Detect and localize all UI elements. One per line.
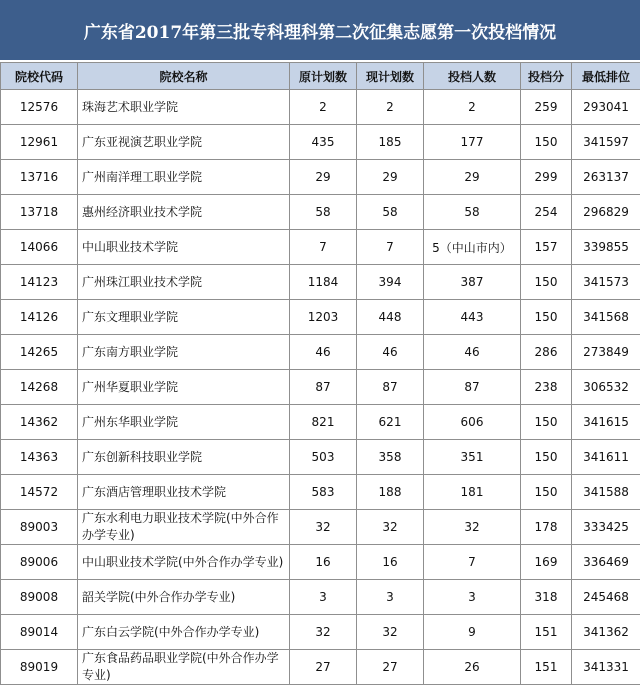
score-cell: 259 [521, 90, 572, 125]
admitted-cell: 7 [424, 545, 521, 580]
admitted-cell: 387 [424, 265, 521, 300]
title-bar [0, 0, 640, 60]
code-cell: 14123 [1, 265, 78, 300]
min-rank-cell: 263137 [572, 160, 640, 195]
original-plan-cell: 3 [290, 580, 357, 615]
name-cell: 韶关学院(中外合作办学专业) [78, 580, 290, 615]
col-header-code: 院校代码 [1, 63, 78, 90]
current-plan-cell: 46 [357, 335, 424, 370]
code-cell: 89019 [1, 650, 78, 685]
score-cell: 169 [521, 545, 572, 580]
score-cell: 150 [521, 300, 572, 335]
table-row [1, 90, 640, 125]
admitted-cell: 32 [424, 510, 521, 545]
admitted-cell: 5（中山市内） [424, 230, 521, 265]
current-plan-cell: 185 [357, 125, 424, 160]
min-rank-cell: 341362 [572, 615, 640, 650]
code-cell: 89008 [1, 580, 78, 615]
min-rank-cell: 306532 [572, 370, 640, 405]
code-cell: 12961 [1, 125, 78, 160]
score-cell: 151 [521, 615, 572, 650]
original-plan-cell: 583 [290, 475, 357, 510]
min-rank-cell: 273849 [572, 335, 640, 370]
admitted-cell: 29 [424, 160, 521, 195]
original-plan-cell: 87 [290, 370, 357, 405]
col-header-original-plan: 原计划数 [290, 63, 357, 90]
name-cell: 广州南洋理工职业学院 [78, 160, 290, 195]
original-plan-cell: 32 [290, 510, 357, 545]
name-cell: 珠海艺术职业学院 [78, 90, 290, 125]
table-row [1, 265, 640, 300]
table-row [1, 195, 640, 230]
current-plan-cell: 29 [357, 160, 424, 195]
table-row [1, 230, 640, 265]
col-header-min-rank: 最低排位 [572, 63, 640, 90]
name-cell: 中山职业技术学院 [78, 230, 290, 265]
original-plan-cell: 32 [290, 615, 357, 650]
original-plan-cell: 1203 [290, 300, 357, 335]
current-plan-cell: 32 [357, 510, 424, 545]
score-cell: 150 [521, 265, 572, 300]
min-rank-cell: 245468 [572, 580, 640, 615]
score-cell: 151 [521, 650, 572, 685]
code-cell: 14268 [1, 370, 78, 405]
score-cell: 299 [521, 160, 572, 195]
min-rank-cell: 336469 [572, 545, 640, 580]
min-rank-cell: 341331 [572, 650, 640, 685]
current-plan-cell: 358 [357, 440, 424, 475]
code-cell: 14362 [1, 405, 78, 440]
current-plan-cell: 7 [357, 230, 424, 265]
code-cell: 14572 [1, 475, 78, 510]
table-row [1, 335, 640, 370]
code-cell: 14066 [1, 230, 78, 265]
admitted-cell: 87 [424, 370, 521, 405]
score-cell: 254 [521, 195, 572, 230]
original-plan-cell: 821 [290, 405, 357, 440]
score-cell: 286 [521, 335, 572, 370]
score-cell: 157 [521, 230, 572, 265]
table-row [1, 510, 640, 545]
table-row [1, 475, 640, 510]
score-cell: 178 [521, 510, 572, 545]
admitted-cell: 26 [424, 650, 521, 685]
original-plan-cell: 7 [290, 230, 357, 265]
score-cell: 150 [521, 125, 572, 160]
score-cell: 150 [521, 405, 572, 440]
table-row [1, 615, 640, 650]
current-plan-cell: 87 [357, 370, 424, 405]
current-plan-cell: 32 [357, 615, 424, 650]
admission-table [0, 62, 640, 685]
min-rank-cell: 341568 [572, 300, 640, 335]
score-cell: 318 [521, 580, 572, 615]
code-cell: 13718 [1, 195, 78, 230]
name-cell: 广东亚视演艺职业学院 [78, 125, 290, 160]
original-plan-cell: 46 [290, 335, 357, 370]
current-plan-cell: 621 [357, 405, 424, 440]
table-row [1, 370, 640, 405]
name-cell: 广东水利电力职业技术学院(中外合作办学专业) [78, 510, 290, 545]
min-rank-cell: 341611 [572, 440, 640, 475]
score-cell: 150 [521, 440, 572, 475]
table-row [1, 405, 640, 440]
table-row [1, 125, 640, 160]
current-plan-cell: 188 [357, 475, 424, 510]
current-plan-cell: 16 [357, 545, 424, 580]
name-cell: 广东酒店管理职业技术学院 [78, 475, 290, 510]
name-cell: 广州珠江职业技术学院 [78, 265, 290, 300]
name-cell: 广东南方职业学院 [78, 335, 290, 370]
col-header-score: 投档分 [521, 63, 572, 90]
original-plan-cell: 27 [290, 650, 357, 685]
col-header-admitted: 投档人数 [424, 63, 521, 90]
table-row [1, 300, 640, 335]
name-cell: 广州华夏职业学院 [78, 370, 290, 405]
min-rank-cell: 341588 [572, 475, 640, 510]
code-cell: 12576 [1, 90, 78, 125]
table-row [1, 650, 640, 685]
original-plan-cell: 16 [290, 545, 357, 580]
current-plan-cell: 448 [357, 300, 424, 335]
name-cell: 广东白云学院(中外合作办学专业) [78, 615, 290, 650]
table-row [1, 580, 640, 615]
current-plan-cell: 58 [357, 195, 424, 230]
col-header-name: 院校名称 [78, 63, 290, 90]
original-plan-cell: 435 [290, 125, 357, 160]
original-plan-cell: 58 [290, 195, 357, 230]
min-rank-cell: 296829 [572, 195, 640, 230]
admitted-cell: 9 [424, 615, 521, 650]
min-rank-cell: 333425 [572, 510, 640, 545]
code-cell: 13716 [1, 160, 78, 195]
current-plan-cell: 394 [357, 265, 424, 300]
current-plan-cell: 27 [357, 650, 424, 685]
current-plan-cell: 3 [357, 580, 424, 615]
admitted-cell: 177 [424, 125, 521, 160]
name-cell: 广东食品药品职业学院(中外合作办学专业) [78, 650, 290, 685]
name-cell: 广东文理职业学院 [78, 300, 290, 335]
admitted-cell: 2 [424, 90, 521, 125]
table-row [1, 160, 640, 195]
table-row [1, 440, 640, 475]
col-header-current-plan: 现计划数 [357, 63, 424, 90]
min-rank-cell: 341573 [572, 265, 640, 300]
score-cell: 150 [521, 475, 572, 510]
min-rank-cell: 341615 [572, 405, 640, 440]
admitted-cell: 46 [424, 335, 521, 370]
code-cell: 14126 [1, 300, 78, 335]
header-row [1, 63, 640, 90]
min-rank-cell: 339855 [572, 230, 640, 265]
admitted-cell: 351 [424, 440, 521, 475]
name-cell: 中山职业技术学院(中外合作办学专业) [78, 545, 290, 580]
current-plan-cell: 2 [357, 90, 424, 125]
code-cell: 89006 [1, 545, 78, 580]
min-rank-cell: 293041 [572, 90, 640, 125]
score-cell: 238 [521, 370, 572, 405]
table-row [1, 545, 640, 580]
name-cell: 广州东华职业学院 [78, 405, 290, 440]
admitted-cell: 58 [424, 195, 521, 230]
code-cell: 89003 [1, 510, 78, 545]
admitted-cell: 443 [424, 300, 521, 335]
original-plan-cell: 2 [290, 90, 357, 125]
code-cell: 14363 [1, 440, 78, 475]
code-cell: 14265 [1, 335, 78, 370]
name-cell: 惠州经济职业技术学院 [78, 195, 290, 230]
admitted-cell: 181 [424, 475, 521, 510]
original-plan-cell: 29 [290, 160, 357, 195]
original-plan-cell: 503 [290, 440, 357, 475]
admitted-cell: 3 [424, 580, 521, 615]
name-cell: 广东创新科技职业学院 [78, 440, 290, 475]
min-rank-cell: 341597 [572, 125, 640, 160]
admitted-cell: 606 [424, 405, 521, 440]
original-plan-cell: 1184 [290, 265, 357, 300]
page-title: 广东省2017年第三批专科理科第二次征集志愿第一次投档情况 [83, 22, 557, 43]
code-cell: 89014 [1, 615, 78, 650]
